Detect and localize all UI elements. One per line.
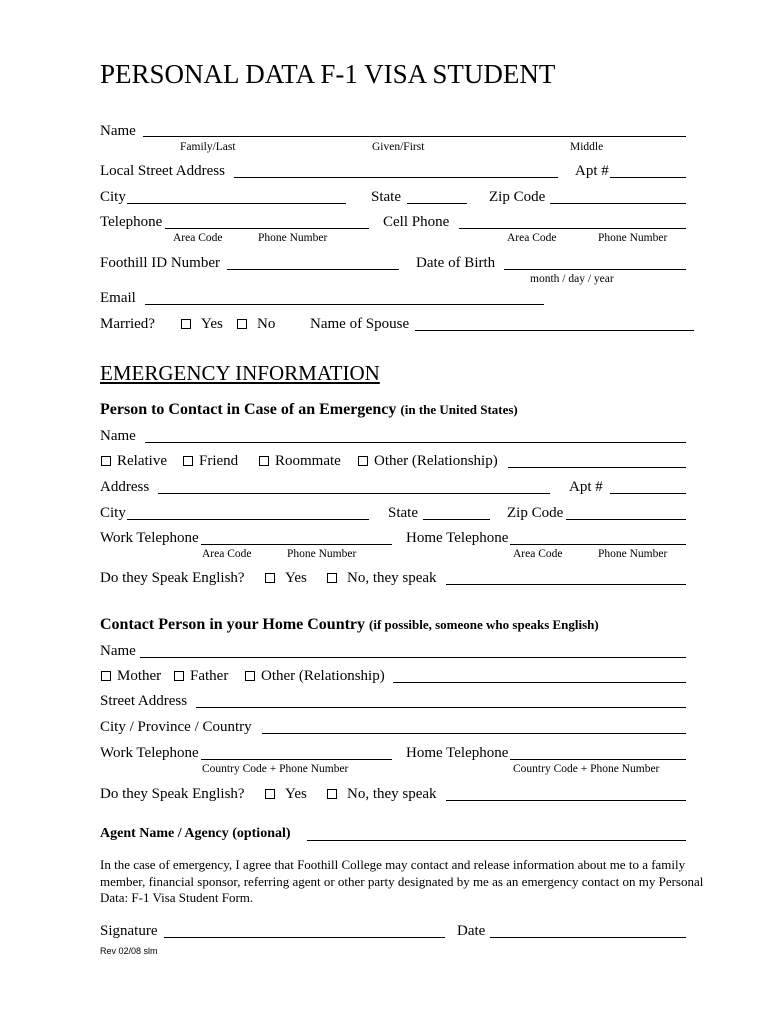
foothill-id-label: Foothill ID Number xyxy=(100,255,220,271)
city-field[interactable] xyxy=(127,203,346,204)
home-home-cc-caption: Country Code + Phone Number xyxy=(513,763,660,775)
married-yes-checkbox[interactable] xyxy=(181,319,191,329)
home-english-yes-label: Yes xyxy=(285,786,307,802)
us-address-label: Address xyxy=(100,479,150,495)
emergency-heading: EMERGENCY INFORMATION xyxy=(100,361,380,385)
us-zip-field[interactable] xyxy=(566,519,686,520)
father-checkbox[interactable] xyxy=(174,671,184,681)
name-label: Name xyxy=(100,123,136,139)
home-language-field[interactable] xyxy=(446,800,686,801)
spouse-field[interactable] xyxy=(415,330,694,331)
us-work-tel-field[interactable] xyxy=(201,544,392,545)
home-street-label: Street Address xyxy=(100,693,188,709)
revision-note: Rev 02/08 slm xyxy=(100,946,158,956)
home-name-field[interactable] xyxy=(140,657,686,658)
relative-checkbox[interactable] xyxy=(101,456,111,466)
us-state-field[interactable] xyxy=(423,519,490,520)
home-city-field[interactable] xyxy=(262,733,686,734)
us-state-label: State xyxy=(388,505,418,521)
zip-label: Zip Code xyxy=(489,189,546,205)
foothill-id-field[interactable] xyxy=(227,269,399,270)
cell-area-code-caption: Area Code xyxy=(507,232,557,244)
us-home-tel-label: Home Telephone xyxy=(406,530,509,546)
zip-field[interactable] xyxy=(550,203,686,204)
other-relationship-label: Other (Relationship) xyxy=(374,453,498,469)
given-first-caption: Given/First xyxy=(372,141,425,153)
telephone-label: Telephone xyxy=(100,214,163,230)
married-no-checkbox[interactable] xyxy=(237,319,247,329)
us-english-no-checkbox[interactable] xyxy=(327,573,337,583)
state-label: State xyxy=(371,189,401,205)
phone-number-caption: Phone Number xyxy=(258,232,328,244)
home-work-cc-caption: Country Code + Phone Number xyxy=(202,763,349,775)
mother-label: Mother xyxy=(117,668,162,684)
us-speak-english-label: Do they Speak English? xyxy=(100,570,245,586)
us-address-field[interactable] xyxy=(158,493,550,494)
cell-phone-label: Cell Phone xyxy=(383,214,450,230)
friend-label: Friend xyxy=(199,453,239,469)
apt-label: Apt # xyxy=(575,163,609,179)
us-apt-label: Apt # xyxy=(569,479,603,495)
home-contact-heading: Contact Person in your Home Country (if possible, someone who speaks English) xyxy=(100,616,599,633)
area-code-caption: Area Code xyxy=(173,232,223,244)
home-name-label: Name xyxy=(100,643,136,659)
other-relationship-field[interactable] xyxy=(508,467,686,468)
home-speak-english-label: Do they Speak English? xyxy=(100,786,245,802)
us-english-yes-label: Yes xyxy=(285,570,307,586)
apt-field[interactable] xyxy=(610,177,686,178)
us-english-yes-checkbox[interactable] xyxy=(265,573,275,583)
state-field[interactable] xyxy=(407,203,467,204)
signature-field[interactable] xyxy=(164,937,445,938)
consent-paragraph: In the case of emergency, I agree that Foothill College may contact and release information about me to a family member, financial sponsor, referring agent or other party designated by me as an emergency contact on my Personal Data: F-1 Visa Student Form. xyxy=(100,857,704,905)
married-yes-label: Yes xyxy=(201,316,223,332)
us-english-no-label: No, they speak xyxy=(347,570,437,586)
relative-label: Relative xyxy=(117,453,167,469)
home-other-relationship-label: Other (Relationship) xyxy=(261,668,385,684)
married-no-label: No xyxy=(257,316,276,332)
email-field[interactable] xyxy=(145,304,544,305)
roommate-label: Roommate xyxy=(275,453,341,469)
father-label: Father xyxy=(190,668,229,684)
home-english-yes-checkbox[interactable] xyxy=(265,789,275,799)
us-home-phone-number-caption: Phone Number xyxy=(598,548,668,560)
married-label: Married? xyxy=(100,316,155,332)
date-field[interactable] xyxy=(490,937,686,938)
home-other-relationship-field[interactable] xyxy=(393,682,686,683)
us-home-area-code-caption: Area Code xyxy=(513,548,563,560)
home-work-tel-label: Work Telephone xyxy=(100,745,199,761)
middle-caption: Middle xyxy=(570,141,604,153)
mother-checkbox[interactable] xyxy=(101,671,111,681)
home-english-no-checkbox[interactable] xyxy=(327,789,337,799)
us-apt-field[interactable] xyxy=(610,493,686,494)
family-last-caption: Family/Last xyxy=(180,141,236,153)
us-name-field[interactable] xyxy=(145,442,686,443)
friend-checkbox[interactable] xyxy=(183,456,193,466)
city-label: City xyxy=(100,189,126,205)
us-zip-label: Zip Code xyxy=(507,505,564,521)
dob-field[interactable] xyxy=(504,269,686,270)
us-name-label: Name xyxy=(100,428,136,444)
form-title: PERSONAL DATA F-1 VISA STUDENT xyxy=(100,59,556,89)
telephone-field[interactable] xyxy=(165,228,369,229)
home-street-field[interactable] xyxy=(196,707,686,708)
us-city-label: City xyxy=(100,505,126,521)
spouse-label: Name of Spouse xyxy=(310,316,410,332)
other-relationship-checkbox[interactable] xyxy=(358,456,368,466)
street-address-field[interactable] xyxy=(234,177,558,178)
email-label: Email xyxy=(100,290,136,306)
home-other-relationship-checkbox[interactable] xyxy=(245,671,255,681)
us-home-tel-field[interactable] xyxy=(510,544,686,545)
us-work-tel-label: Work Telephone xyxy=(100,530,199,546)
us-work-phone-number-caption: Phone Number xyxy=(287,548,357,560)
name-field[interactable] xyxy=(143,136,686,137)
dob-hint: month / day / year xyxy=(530,273,614,285)
date-label: Date xyxy=(457,923,486,939)
us-city-field[interactable] xyxy=(127,519,369,520)
home-home-tel-field[interactable] xyxy=(510,759,686,760)
us-work-area-code-caption: Area Code xyxy=(202,548,252,560)
agent-field[interactable] xyxy=(307,840,686,841)
home-home-tel-label: Home Telephone xyxy=(406,745,509,761)
cell-phone-field[interactable] xyxy=(459,228,686,229)
home-city-label: City / Province / Country xyxy=(100,719,252,735)
dob-label: Date of Birth xyxy=(416,255,496,271)
us-language-field[interactable] xyxy=(446,584,686,585)
us-contact-heading: Person to Contact in Case of an Emergency (in the United States) xyxy=(100,401,518,418)
home-english-no-label: No, they speak xyxy=(347,786,437,802)
street-address-label: Local Street Address xyxy=(100,163,225,179)
cell-phone-number-caption: Phone Number xyxy=(598,232,668,244)
home-work-tel-field[interactable] xyxy=(201,759,392,760)
roommate-checkbox[interactable] xyxy=(259,456,269,466)
signature-label: Signature xyxy=(100,923,158,939)
agent-label: Agent Name / Agency (optional) xyxy=(100,826,291,841)
